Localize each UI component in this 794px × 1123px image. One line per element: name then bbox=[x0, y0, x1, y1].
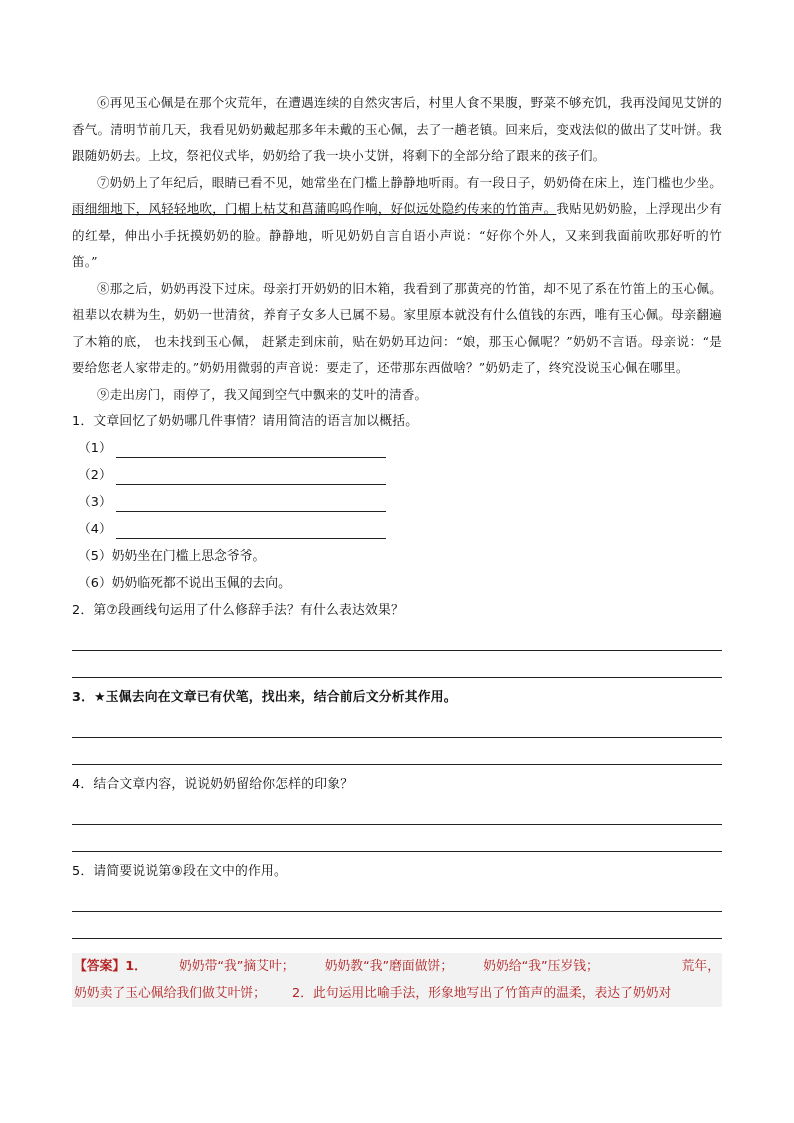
answer-1-item: 荒年， bbox=[681, 959, 720, 974]
q1-item-2: （2） bbox=[72, 462, 722, 489]
paragraph-7-start: ⑦奶奶上了年纪后，眼睛已看不见，她常坐在门槛上静静地听雨。有一段日子，奶奶倚在床上，连门槛也少坐。 bbox=[97, 174, 722, 190]
answer-line[interactable] bbox=[72, 624, 722, 651]
answer-blank[interactable] bbox=[116, 521, 386, 539]
answer-line[interactable] bbox=[72, 738, 722, 765]
answer-line-1 bbox=[74, 953, 720, 980]
answer-line[interactable] bbox=[72, 825, 722, 852]
question-4: 4．结合文章内容，说说奶奶留给你怎样的印象？ bbox=[72, 777, 354, 792]
answer-blank[interactable] bbox=[116, 494, 386, 512]
question-1: 1．文章回忆了奶奶哪几件事情？请用简洁的语言加以概括。 bbox=[72, 414, 419, 429]
answer-line[interactable] bbox=[72, 885, 722, 912]
q1-item-4: （4） bbox=[72, 516, 722, 543]
paragraph-9: ⑨走出房门，雨停了，我又闻到空气中飘来的艾叶的清香。 bbox=[97, 386, 428, 402]
answer-1-item: 奶奶带“我”摘艾叶； bbox=[178, 959, 295, 974]
answer-1-number: 1． bbox=[125, 959, 147, 974]
q1-item-6: （6）奶奶临死都不说出玉佩的去向。 bbox=[78, 576, 291, 591]
paragraph-6: ⑥再见玉心佩是在那个灾荒年，在遭遇连续的自然灾害后，村里人食不果腹，野菜不够充饥，我再没闻见艾饼的香气。清明节前几天，我看见奶奶戴起那多年未戴的玉心佩，去了一趟老镇。回来后，变戏法似的做出了艾叶饼。我跟随奶奶去。上坟，祭祀仪式毕，奶奶给了我一块小艾饼，将剩下的全部分给了跟来的孩子们。 bbox=[72, 95, 722, 163]
answer-1-item: 奶奶教“我”磨面做饼； bbox=[324, 959, 454, 974]
answer-line[interactable] bbox=[72, 651, 722, 678]
q1-item-3: （3） bbox=[72, 489, 722, 516]
q1-item-1: （1） bbox=[72, 435, 722, 462]
answer-2: 2．此句运用比喻手法，形象地写出了竹笛声的温柔，表达了奶奶对 bbox=[292, 986, 672, 1001]
answer-blank[interactable] bbox=[116, 440, 386, 458]
paragraph-7-end: 我贴见奶奶脸，上浮现出少有的红晕，伸出小手抚摸奶奶的脸。静静地，听见奶奶自言自语小声说：“好你个外人，又来到我面前吹那好听的竹笛。” bbox=[72, 201, 722, 269]
underlined-sentence: 雨细细地下，风轻轻地吹，门楣上枯艾和菖蒲呜呜作响，好似远处隐约传来的竹笛声。 bbox=[72, 201, 557, 216]
answer-1-item: 奶奶卖了玉心佩给我们做艾叶饼； bbox=[74, 986, 266, 1001]
answer-line[interactable] bbox=[72, 912, 722, 939]
answer-block bbox=[72, 953, 722, 1007]
q1-item-5: （5）奶奶坐在门槛上思念爷爷。 bbox=[78, 549, 266, 564]
answer-blank[interactable] bbox=[116, 467, 386, 485]
question-3: 3．★玉佩去向在文章已有伏笔，找出来，结合前后文分析其作用。 bbox=[72, 690, 457, 705]
paragraph-8: ⑧那之后，奶奶再没下过床。母亲打开奶奶的旧木箱，我看到了那黄亮的竹笛，却不见了系在竹笛上的玉心佩。祖辈以农耕为生，奶奶一世清贫，养育子女多人已属不易。家里原本就没有什么值钱的东西，唯有玉心佩。母亲翻遍了木箱的底， 也未找到玉心佩， 赶紧走到床前，贴在奶奶耳边问：“娘，那玉心佩呢？”奶奶不言语。母亲说：“是要给您老人家带走的。”奶奶用微弱的声音说：要走了，还带那东西做啥？”奶奶走了，终究没说玉心佩在哪里。 bbox=[72, 280, 722, 375]
question-2: 2．第⑦段画线句运用了什么修辞手法？有什么表达效果？ bbox=[72, 603, 404, 618]
question-5: 5．请简要说说第⑨段在文中的作用。 bbox=[72, 864, 287, 879]
answer-line[interactable] bbox=[72, 798, 722, 825]
answer-line-2 bbox=[74, 980, 720, 1007]
paragraph-7 bbox=[72, 170, 722, 276]
answer-line[interactable] bbox=[72, 711, 722, 738]
answer-tag: 【答案】 bbox=[74, 959, 126, 974]
document-page bbox=[72, 90, 722, 1007]
answer-1-item: 奶奶给“我”压岁钱； bbox=[483, 959, 599, 974]
